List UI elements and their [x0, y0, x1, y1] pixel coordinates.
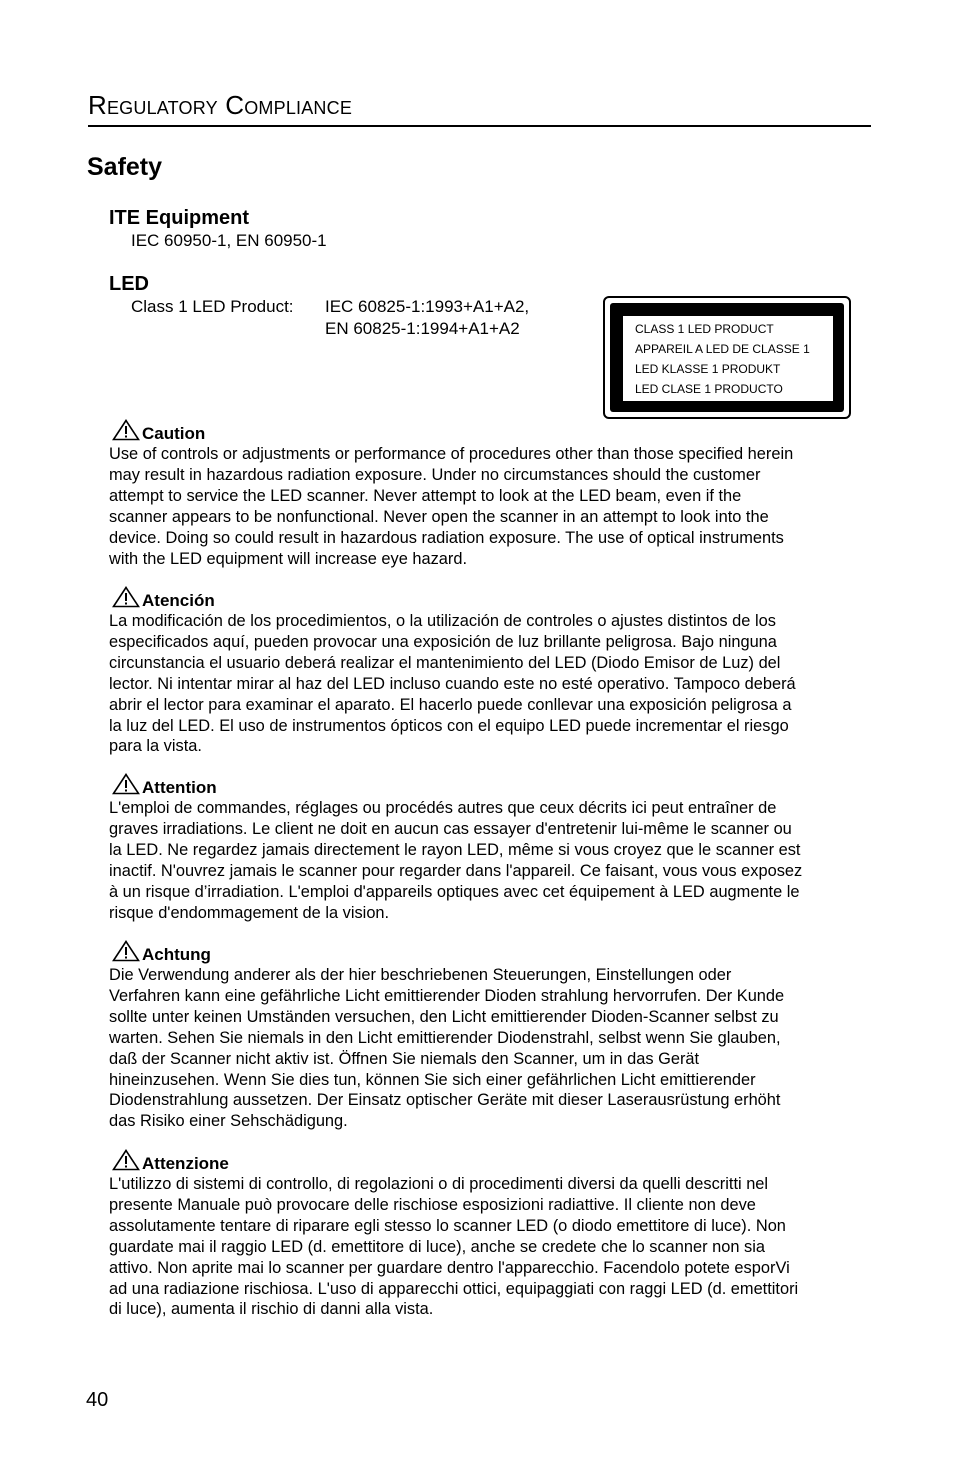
- chapter-title: Regulatory Compliance: [88, 90, 353, 120]
- warning-line: scanner appears to be nonfunctional. Never open the scanner in an attempt to look into the: [109, 507, 769, 526]
- warning-triangle-icon: [112, 586, 140, 608]
- header-rule: [88, 125, 871, 127]
- warning-line: para la vista.: [109, 737, 202, 756]
- led-label-line: APPAREIL A LED DE CLASSE 1: [635, 342, 810, 356]
- warning-line: L'utilizzo di sistemi di controllo, di regolazioni o di procedimenti diversi da quelli descritti nel: [109, 1175, 769, 1193]
- warning-line: Die Verwendung anderer als der hier beschriebenen Steuerungen, Einstellungen oder: [109, 966, 732, 984]
- warning-title: Attenzione: [142, 1154, 229, 1173]
- warning-line: sollte unter keinen Umständen versuchen, den Licht emittierender Dioden-Scanner selbst zu: [109, 1007, 779, 1026]
- warning-attenzione: [109, 1152, 879, 1320]
- warning-line: guardate mai il raggio LED (d. emettitore di luce), anche se credete che lo scanner non sia: [109, 1237, 765, 1256]
- warning-line: warten. Sehen Sie niemals in den Licht emittierender Diodenstrahl, selbst wenn Sie glauben,: [109, 1028, 781, 1047]
- ite-equipment-heading: ITE Equipment: [109, 207, 249, 229]
- warning-body: [109, 965, 879, 1132]
- warning-body: [109, 798, 879, 923]
- warning-line: L'emploi de commandes, réglages ou procédés autres que ceux décrits ici peut entraîner de: [109, 799, 777, 817]
- led-product-label: [603, 296, 851, 419]
- led-heading: LED: [109, 273, 149, 295]
- led-label-line: LED CLASE 1 PRODUCTO: [635, 382, 783, 396]
- warning-line: risque d'endommagement de la vision.: [109, 903, 390, 922]
- page-header: [88, 88, 871, 122]
- warning-achtung: [109, 943, 879, 1132]
- warning-triangle-icon: [112, 940, 140, 962]
- warning-line: hineinzusehen. Wenn Sie dies tun, können Sie sich einer gefährlichen Licht emittierender: [109, 1070, 756, 1089]
- warning-line: abrir el lector para examinar el aparato. El hacerlo puede conllevar una exposición peligrosa a: [109, 695, 792, 714]
- warning-line: especificados aquí, pueden provocar una exposición de luz brillante peligrosa. Bajo ninguna: [109, 632, 777, 651]
- warning-atencion: [109, 589, 879, 757]
- warning-line: circunstancia el usuario deberá realizar el mantenimiento del LED (Diodo Emisor de Luz) del: [109, 653, 781, 672]
- warning-line: Use of controls or adjustments or performance of procedures other than those specified herein: [109, 445, 794, 463]
- led-standard-1: IEC 60825-1:1993+A1+A2,: [325, 297, 530, 316]
- ite-standards: IEC 60950-1, EN 60950-1: [131, 231, 327, 250]
- warning-line: das Risiko einer Sehschädigung.: [109, 1112, 348, 1131]
- warning-title: Attention: [142, 778, 217, 797]
- warning-line: presente Manuale può provocare delle rischiose esposizioni radiattive. Il cliente non deve: [109, 1195, 756, 1214]
- warning-line: daß der Scanner nicht aktiv ist. Öffnen Sie niemals den Scanner, um in das Gerät: [109, 1049, 700, 1068]
- warning-body: [109, 1174, 879, 1320]
- warning-line: inactif. N'ouvrez jamais le scanner pour regarder dans l'appareil. Ce faisant, vous vous exposez: [109, 861, 803, 880]
- page-number: 40: [86, 1389, 109, 1411]
- warning-line: may result in hazardous radiation exposure. Under no circumstances should the customer: [109, 465, 761, 484]
- warning-body: [109, 444, 879, 569]
- section-title: Safety: [87, 153, 163, 181]
- warning-line: La modificación de los procedimientos, o la utilización de controles o ajustes distintos de los: [109, 612, 776, 630]
- warning-line: graves irradiations. Le client ne doit en aucun cas essayer d'entretenir lui-même le scanner ou: [109, 819, 792, 838]
- warning-line: ad una radiazione rischiosa. L'uso di apparecchi ottici, equipaggiati con raggi LED (d. emettitori: [109, 1279, 799, 1298]
- warning-line: la LED. Ne regardez jamais directement le rayon LED, même si vous croyez que le scanner est: [109, 840, 801, 859]
- warning-title: Atención: [142, 591, 215, 610]
- warning-line: à un risque d’irradiation. L'emploi d'appareils optiques avec cet équipement à LED augmente le: [109, 882, 800, 901]
- warning-line: attempt to service the LED scanner. Never attempt to look at the LED beam, even if the: [109, 486, 742, 505]
- warning-title: Caution: [142, 424, 206, 443]
- warning-body: [109, 611, 879, 757]
- warning-triangle-icon: [112, 419, 140, 441]
- warning-line: attivo. Non aprite mai lo scanner per guardare dentro l'apparecchio. Facendolo potete esporVi: [109, 1258, 790, 1277]
- warning-line: device. Doing so could result in hazardous radiation exposure. The use of optical instruments: [109, 528, 784, 547]
- warning-attention: [109, 776, 879, 923]
- warning-triangle-icon: [112, 1149, 140, 1171]
- led-label-line: LED KLASSE 1 PRODUKT: [635, 362, 781, 376]
- warning-line: with the LED equipment will increase eye hazard.: [109, 549, 468, 568]
- led-label-panel: [623, 316, 833, 401]
- led-class-label: Class 1 LED Product:: [131, 297, 294, 316]
- led-standard-2: EN 60825-1:1994+A1+A2: [325, 319, 520, 338]
- warning-triangle-icon: [112, 773, 140, 795]
- led-label-line: CLASS 1 LED PRODUCT: [635, 322, 774, 336]
- warning-line: la luz del LED. El uso de instrumentos ópticos con el equipo LED puede incrementar el riesgo: [109, 716, 789, 735]
- warning-caution: [109, 422, 879, 569]
- warning-line: di luce), aumenta il rischio di danni alla vista.: [109, 1300, 434, 1319]
- warning-line: Diodenstrahlung aussetzen. Der Einsatz optischer Geräte mit dieser Laserausrüstung erhöht: [109, 1091, 781, 1110]
- warning-line: assolutamente tentare di riparare egli stesso lo scanner LED (o diodo emettitore di luce). Non: [109, 1216, 786, 1235]
- led-label-border: [610, 303, 844, 412]
- warning-title: Achtung: [142, 945, 211, 964]
- warning-line: Verfahren kann eine gefährliche Licht emittierender Dioden strahlung hervorrufen. Der Kunde: [109, 986, 785, 1005]
- warning-line: lector. Ni intentar mirar al haz del LED incluso cuando este no esté operativo. Tampoco deberá: [109, 674, 796, 693]
